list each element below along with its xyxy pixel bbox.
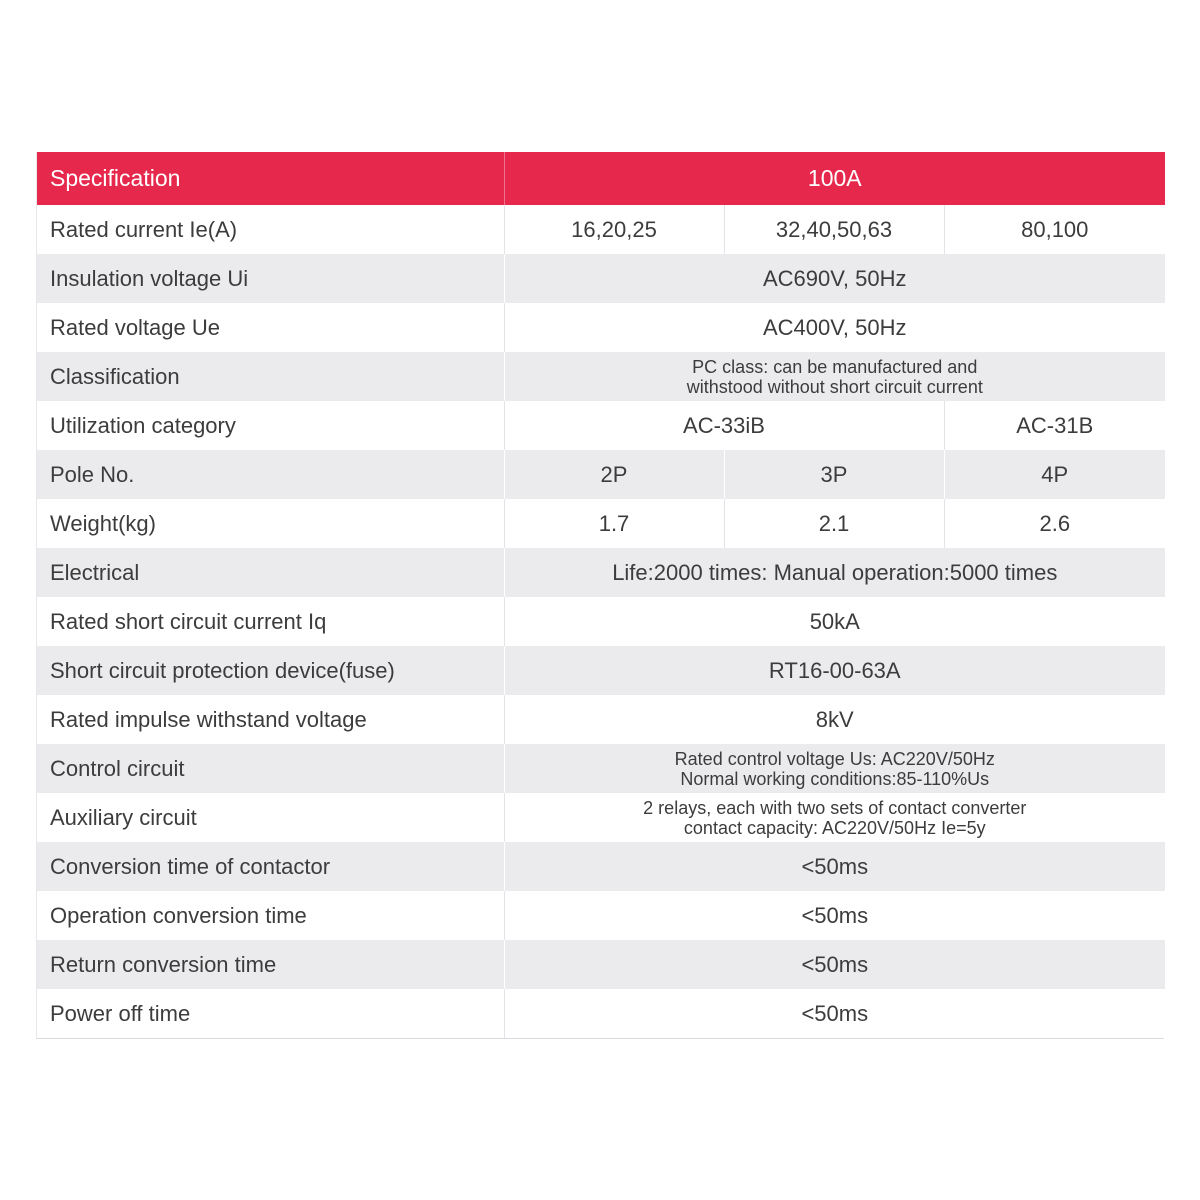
table-row bbox=[37, 401, 1165, 450]
spec-label: Short circuit protection device(fuse) bbox=[50, 657, 395, 683]
spec-value-line: contact capacity: AC220V/50Hz Ie=5y bbox=[683, 817, 986, 838]
spec-value-line: withstood without short circuit current bbox=[686, 376, 983, 397]
spec-label: Insulation voltage Ui bbox=[50, 265, 249, 291]
spec-value: 1.7 bbox=[504, 499, 724, 548]
spec-value-line: 2 relays, each with two sets of contact converter bbox=[643, 797, 1027, 818]
spec-value: 16,20,25 bbox=[504, 205, 724, 254]
spec-label: Return conversion time bbox=[50, 951, 277, 977]
spec-value: 2.1 bbox=[724, 499, 944, 548]
spec-label: Conversion time of contactor bbox=[50, 853, 331, 879]
spec-label: Rated short circuit current Iq bbox=[50, 608, 327, 634]
spec-value: 2.6 bbox=[944, 499, 1165, 548]
spec-value: <50ms bbox=[504, 842, 1165, 891]
header-specification-label: Specification bbox=[37, 152, 504, 205]
specification-table bbox=[37, 152, 1165, 1038]
spec-label: Power off time bbox=[50, 1000, 191, 1026]
spec-value: AC400V, 50Hz bbox=[504, 303, 1165, 352]
header-rating-label: 100A bbox=[504, 152, 1165, 205]
spec-label: Auxiliary circuit bbox=[50, 804, 197, 830]
table-row bbox=[37, 205, 1165, 254]
table-row bbox=[37, 793, 1165, 842]
spec-value: AC690V, 50Hz bbox=[504, 254, 1165, 303]
spec-value: 50kA bbox=[504, 597, 1165, 646]
table-row bbox=[37, 891, 1165, 940]
spec-value-line: Rated control voltage Us: AC220V/50Hz bbox=[674, 748, 995, 769]
spec-value bbox=[504, 744, 1165, 793]
spec-label: Pole No. bbox=[50, 461, 135, 487]
table-row bbox=[37, 989, 1165, 1038]
spec-label: Electrical bbox=[50, 559, 140, 585]
spec-label: Rated voltage Ue bbox=[50, 314, 220, 340]
spec-label: Rated impulse withstand voltage bbox=[50, 706, 367, 732]
table-row bbox=[37, 646, 1165, 695]
spec-label: Operation conversion time bbox=[50, 902, 307, 928]
table-row bbox=[37, 352, 1165, 401]
spec-value: 8kV bbox=[504, 695, 1165, 744]
spec-value: 2P bbox=[504, 450, 724, 499]
spec-label: Weight(kg) bbox=[50, 510, 156, 536]
table-row bbox=[37, 744, 1165, 793]
spec-label: Rated current Ie(A) bbox=[50, 216, 238, 242]
spec-value: AC-31B bbox=[944, 401, 1165, 450]
spec-value bbox=[504, 352, 1165, 401]
spec-value: Life:2000 times: Manual operation:5000 times bbox=[504, 548, 1165, 597]
table-row bbox=[37, 548, 1165, 597]
table-row bbox=[37, 254, 1165, 303]
table-row bbox=[37, 450, 1165, 499]
spec-value: RT16-00-63A bbox=[504, 646, 1165, 695]
table-row bbox=[37, 940, 1165, 989]
specification-table-container bbox=[36, 152, 1164, 1039]
spec-value: 80,100 bbox=[944, 205, 1165, 254]
table-row bbox=[37, 303, 1165, 352]
spec-value: 32,40,50,63 bbox=[724, 205, 944, 254]
spec-value: <50ms bbox=[504, 989, 1165, 1038]
spec-label: Utilization category bbox=[50, 412, 236, 438]
spec-value: <50ms bbox=[504, 891, 1165, 940]
spec-value: 4P bbox=[944, 450, 1165, 499]
spec-label: Control circuit bbox=[50, 755, 185, 781]
spec-value bbox=[504, 793, 1165, 842]
spec-value-line: PC class: can be manufactured and bbox=[692, 356, 978, 377]
spec-value-line: Normal working conditions:85-110%Us bbox=[680, 768, 990, 789]
table-header-row bbox=[37, 152, 1165, 205]
table-row bbox=[37, 842, 1165, 891]
spec-value: 3P bbox=[724, 450, 944, 499]
table-row bbox=[37, 597, 1165, 646]
spec-value: AC-33iB bbox=[504, 401, 944, 450]
spec-value: <50ms bbox=[504, 940, 1165, 989]
table-row bbox=[37, 499, 1165, 548]
spec-label: Classification bbox=[50, 363, 180, 389]
table-row bbox=[37, 695, 1165, 744]
